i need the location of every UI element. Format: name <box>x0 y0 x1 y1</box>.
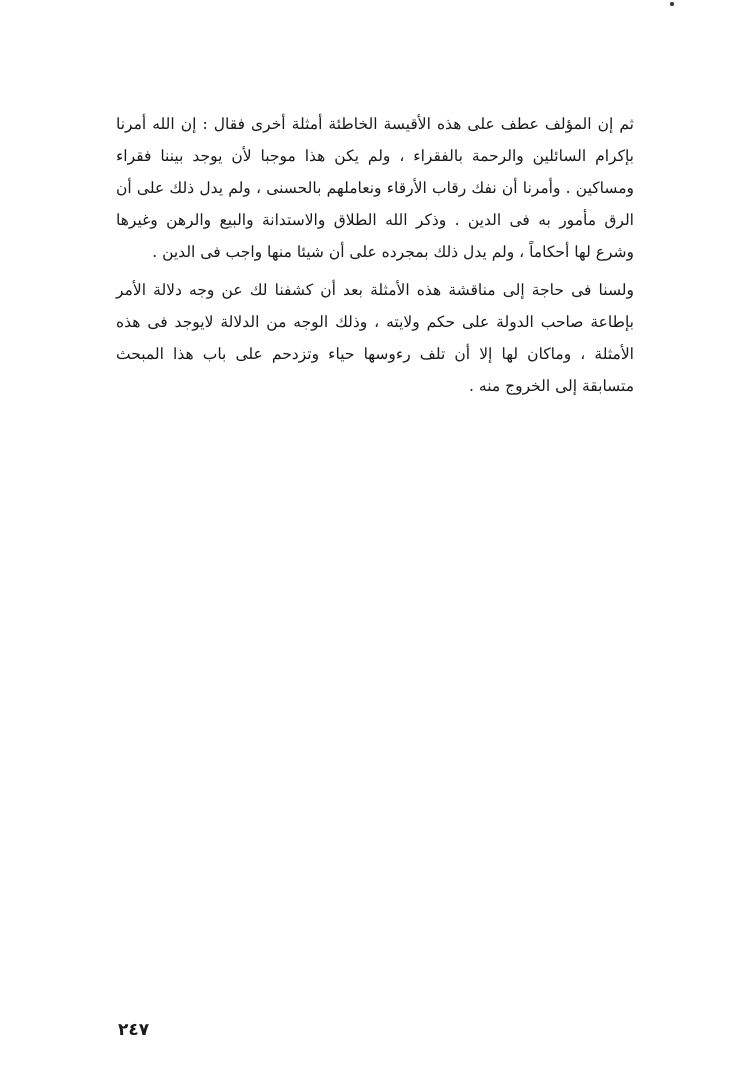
paragraph-1: ثم إن المؤلف عطف على هذه الأقيسة الخاطئة أمثلة أخرى فقال : إن الله أمرنا بإكرام السائلين والرحمة بالفقراء ، ولم يكن هذا موجبا لأن يوجد بيننا فقراء ومساكين . وأمرنا أن نفك رقاب الأرقاء ونعاملهم بالحسنى ، ولم يدل ذلك على أن الرق مأمور به فى الدين . وذكر الله الطلاق والاستدانة والبيع والرهن وغيرها وشرع لها أحكاماً ، ولم يدل ذلك بمجرده على أن شيئا منها واجب فى الدين . <box>116 115 634 261</box>
corner-dot-mark <box>670 2 674 6</box>
paragraph-block-2 <box>116 274 634 402</box>
paragraph-2: ولسنا فى حاجة إلى مناقشة هذه الأمثلة بعد أن كشفنا لك عن وجه دلالة الأمر بإطاعة صاحب الدولة على حكم ولايته ، وذلك الوجه من الدلالة لايوجد فى هذه الأمثلة ، وماكان لها إلا أن تلف رءوسها حياء وتزدحم على باب هذا المبحث متسابقة إلى الخروج منه . <box>116 281 634 395</box>
paragraph-block-1 <box>116 108 634 268</box>
page-number: ٢٤٧ <box>118 1020 150 1040</box>
